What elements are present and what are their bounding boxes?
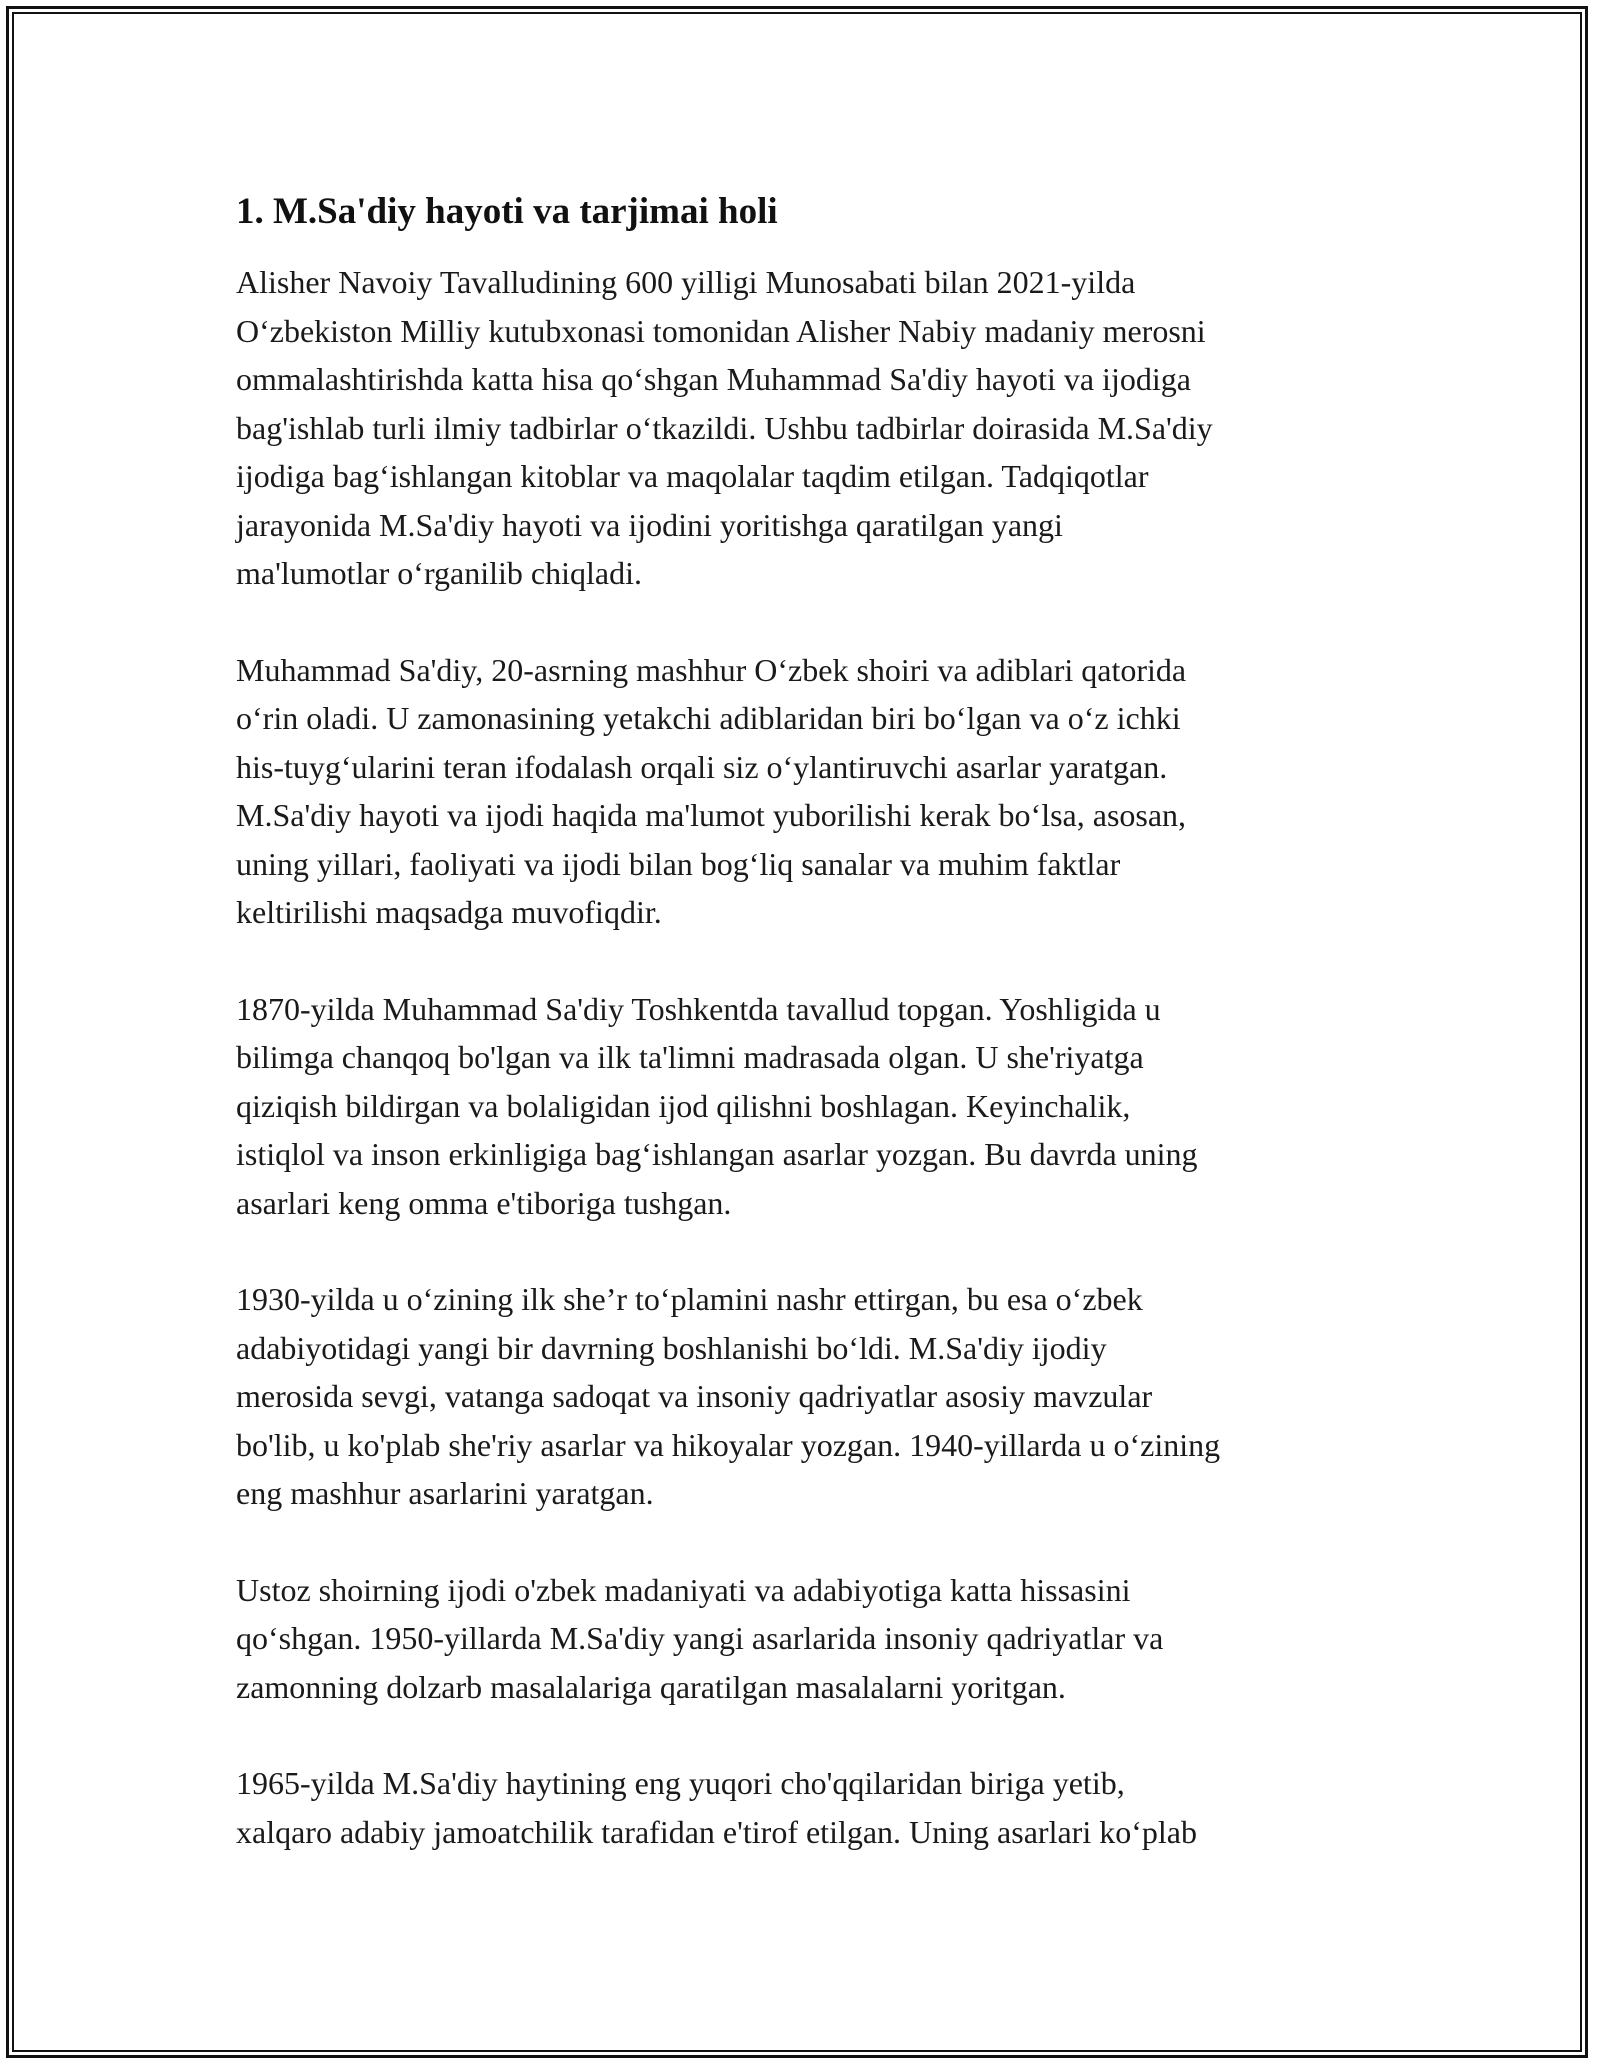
paragraph-line: bo'lib, u ko'plab she'riy asarlar va hikoyalar yozgan. 1940-yillarda u o‘zining bbox=[236, 1426, 1221, 1463]
paragraph-line: O‘zbekiston Milliy kutubxonasi tomonidan Alisher Nabiy madaniy merosni bbox=[236, 312, 1206, 349]
paragraph-line: bilimga chanqoq bo'lgan va ilk ta'limni madrasada olgan. U she'riyatga bbox=[236, 1039, 1144, 1075]
paragraph-1 bbox=[236, 258, 1376, 598]
paragraph-line: asarlari keng omma e'tiboriga tushgan. bbox=[236, 1184, 732, 1221]
paragraph-3 bbox=[236, 985, 1376, 1228]
paragraph-line: o‘rin oladi. U zamonasining yetakchi adiblaridan biri bo‘lgan va o‘z ichki bbox=[236, 700, 1181, 736]
paragraph-line: 1870-yilda Muhammad Sa'diy Toshkentda tavallud topgan. Yoshligida u bbox=[236, 990, 1161, 1027]
paragraph-line: keltirilishi maqsadga muvofiqdir. bbox=[236, 894, 662, 930]
paragraph-4 bbox=[236, 1275, 1376, 1518]
paragraph-line: ijodiga bag‘ishlangan kitoblar va maqolalar taqdim etilgan. Tadqiqotlar bbox=[236, 458, 1149, 494]
paragraph-line: his-tuyg‘ularini teran ifodalash orqali siz o‘ylantiruvchi asarlar yaratgan. bbox=[236, 748, 1168, 785]
paragraph-5 bbox=[236, 1566, 1376, 1712]
section-heading: 1. M.Sa'diy hayoti va tarjimai holi bbox=[236, 191, 778, 232]
paragraph-line: zamonning dolzarb masalalariga qaratilgan masalalarni yoritgan. bbox=[236, 1668, 1066, 1705]
paragraph-line: uning yillari, faoliyati va ijodi bilan bog‘liq sanalar va muhim faktlar bbox=[236, 845, 1121, 882]
paragraph-line: qiziqish bildirgan va bolaligidan ijod qilishni boshlagan. Keyinchalik, bbox=[236, 1087, 1131, 1124]
paragraph-line: qo‘shgan. 1950-yillarda M.Sa'diy yangi asarlarida insoniy qadriyatlar va bbox=[236, 1620, 1164, 1656]
paragraph-line: Alisher Navoiy Tavalludining 600 yilligi Munosabati bilan 2021-yilda bbox=[236, 264, 1136, 300]
document-body bbox=[236, 188, 1376, 1904]
paragraph-6 bbox=[236, 1759, 1376, 1856]
paragraph-line: ommalashtirishda katta hisa qo‘shgan Muhammad Sa'diy hayoti va ijodiga bbox=[236, 361, 1191, 397]
paragraph-line: bag'ishlab turli ilmiy tadbirlar o‘tkazildi. Ushbu tadbirlar doirasida M.Sa'diy bbox=[236, 409, 1213, 446]
paragraph-line: adabiyotidagi yangi bir davrning boshlanishi bo‘ldi. M.Sa'diy ijodiy bbox=[236, 1329, 1107, 1366]
paragraph-line: istiqlol va inson erkinligiga bag‘ishlangan asarlar yozgan. Bu davrda uning bbox=[236, 1136, 1198, 1172]
paragraph-line: Muhammad Sa'diy, 20-asrning mashhur O‘zbek shoiri va adiblari qatorida bbox=[236, 651, 1187, 688]
paragraph-line: M.Sa'diy hayoti va ijodi haqida ma'lumot yuborilishi kerak bo‘lsa, asosan, bbox=[236, 797, 1187, 833]
paragraph-line: merosida sevgi, vatanga sadoqat va insoniy qadriyatlar asosiy mavzular bbox=[236, 1378, 1153, 1414]
paragraph-line: jarayonida M.Sa'diy hayoti va ijodini yoritishga qaratilgan yangi bbox=[236, 506, 1063, 543]
paragraph-line: ma'lumotlar o‘rganilib chiqladi. bbox=[236, 555, 642, 591]
paragraph-line: Ustoz shoirning ijodi o'zbek madaniyati va adabiyotiga katta hissasini bbox=[236, 1571, 1131, 1608]
paragraph-line: 1930-yilda u o‘zining ilk she’r to‘plamini nashr ettirgan, bu esa o‘zbek bbox=[236, 1281, 1143, 1317]
paragraph-2 bbox=[236, 646, 1376, 937]
paragraph-line: 1965-yilda M.Sa'diy haytining eng yuqori cho'qqilaridan biriga yetib, bbox=[236, 1765, 1125, 1801]
paragraph-line: xalqaro adabiy jamoatchilik tarafidan e'tirof etilgan. Uning asarlari ko‘plab bbox=[236, 1813, 1197, 1850]
paragraph-line: eng mashhur asarlarini yaratgan. bbox=[236, 1475, 654, 1511]
